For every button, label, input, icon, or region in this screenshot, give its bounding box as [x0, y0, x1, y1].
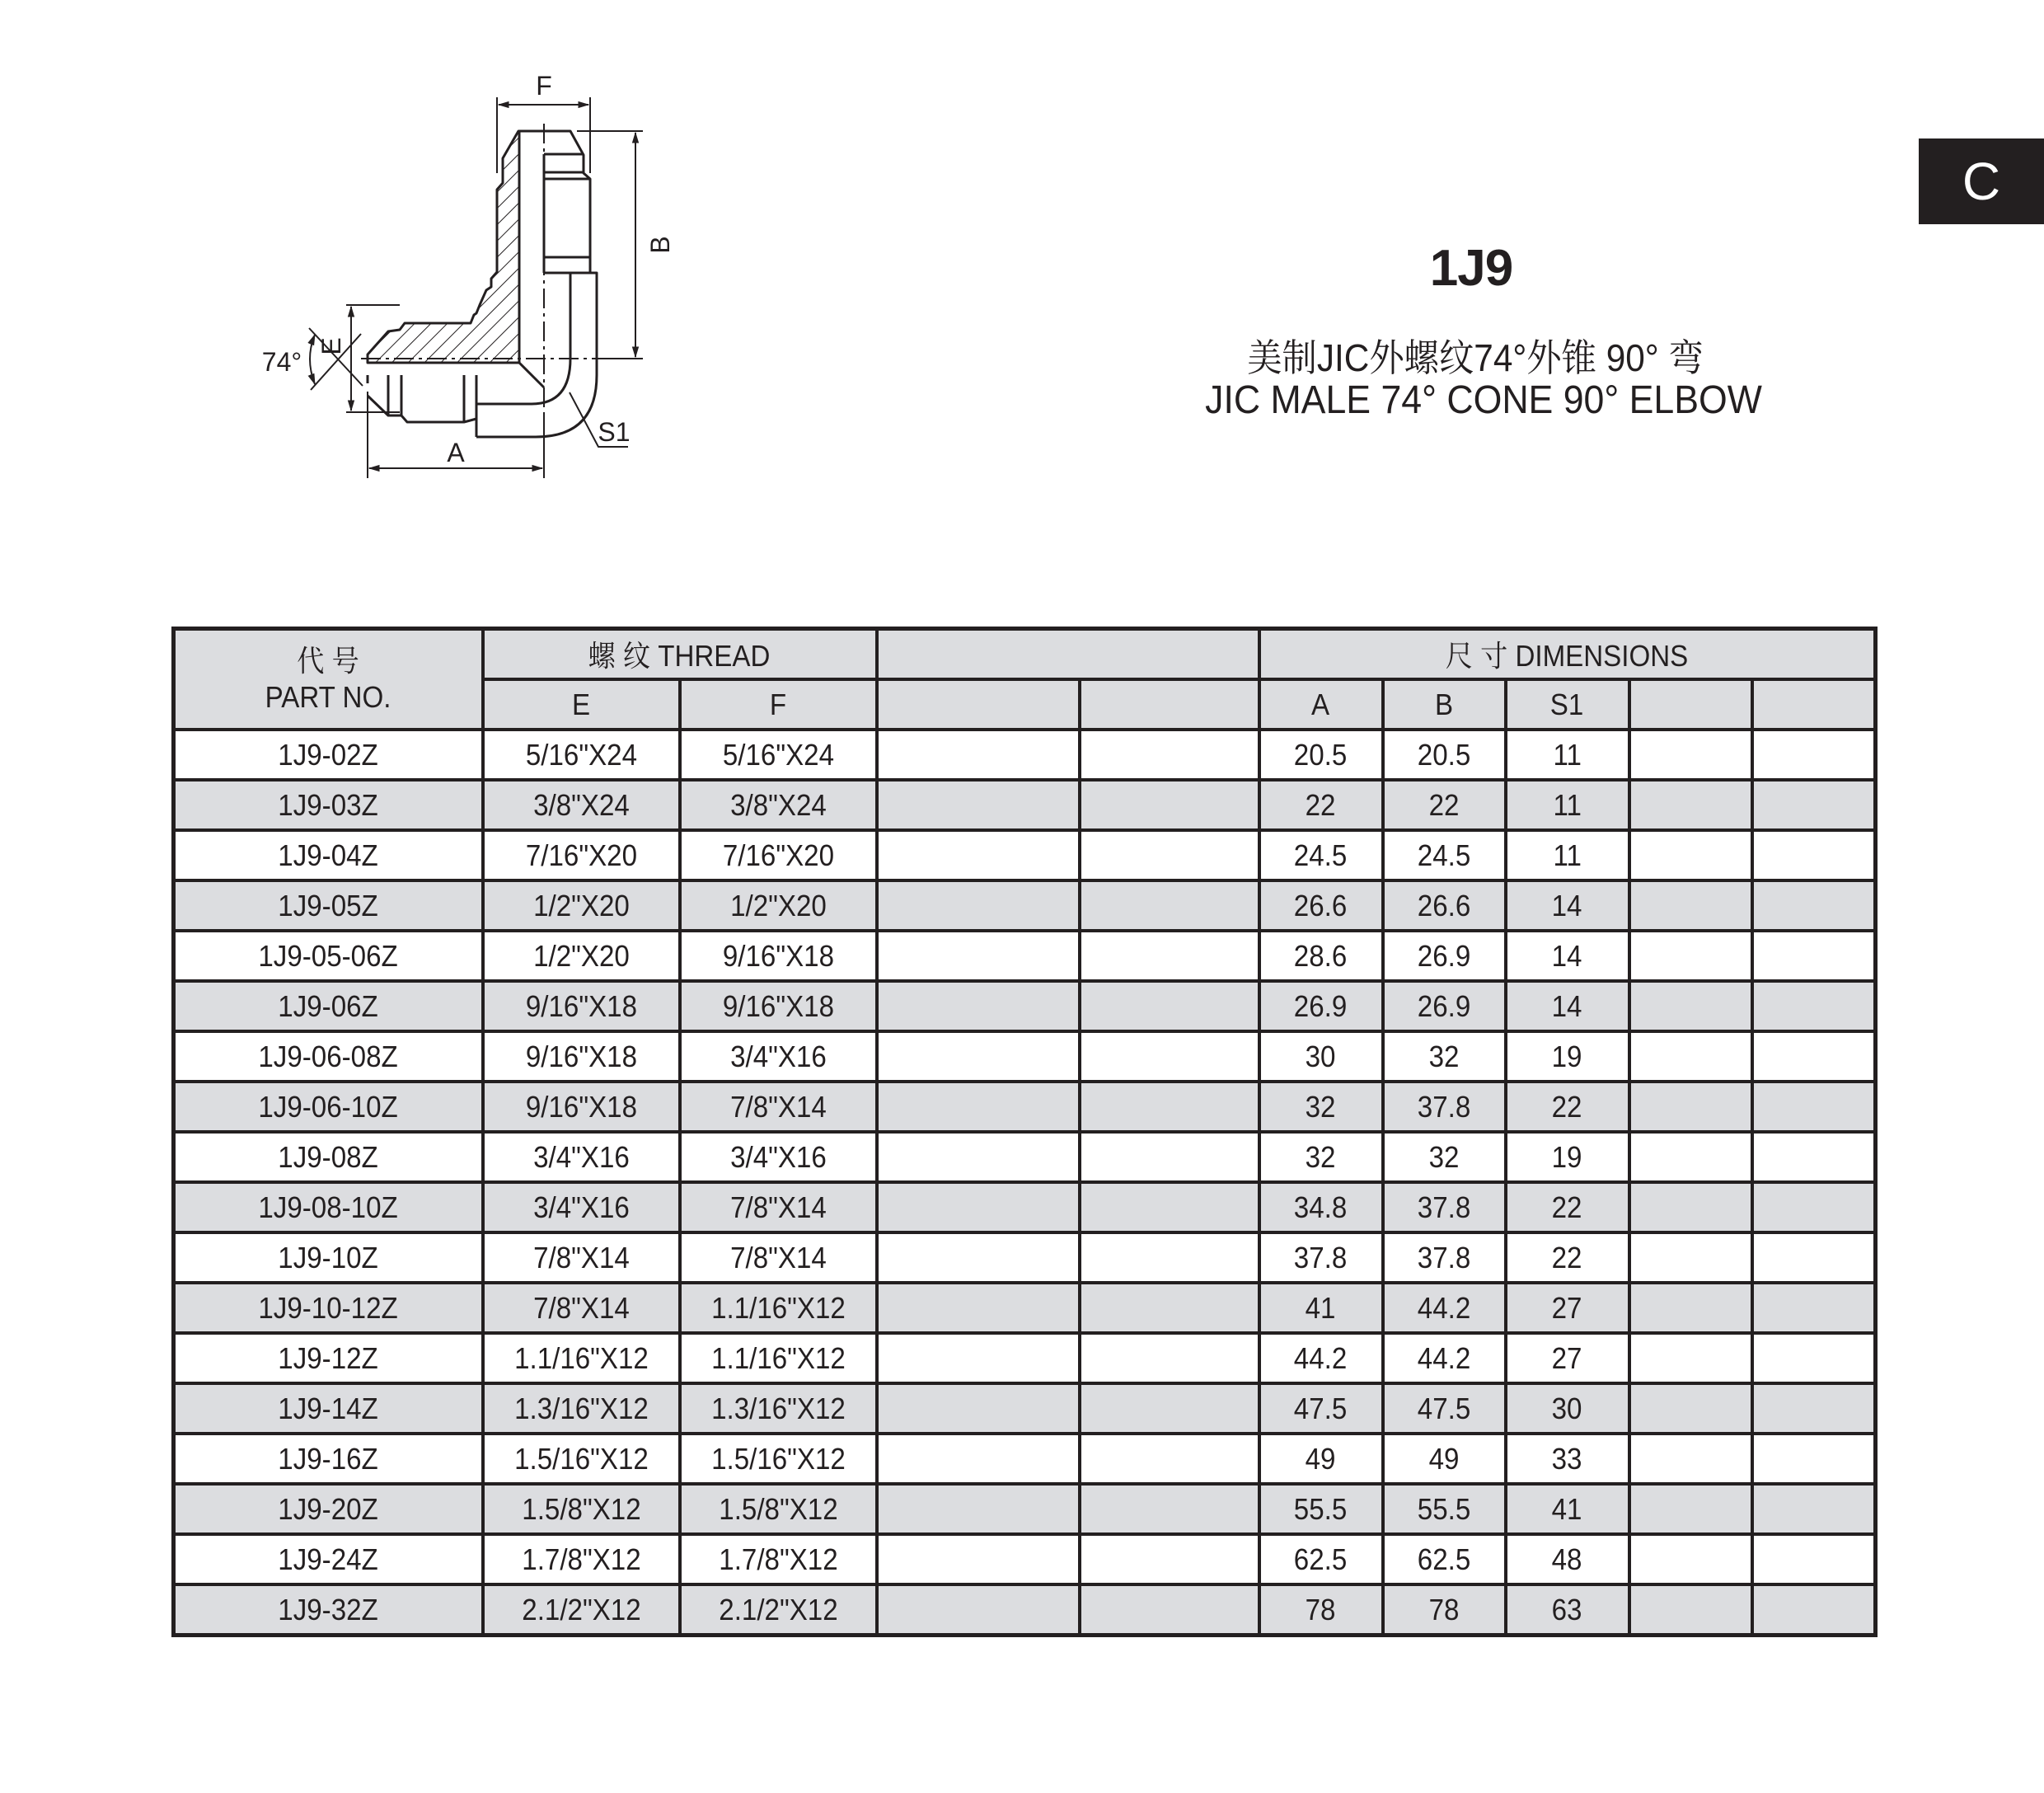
cell-dim-a: 47.5: [1259, 1383, 1383, 1434]
cell-blank: [1629, 730, 1752, 780]
cell-part-no: 1J9-10-12Z: [174, 1283, 483, 1333]
section-tab-c: [1919, 138, 2044, 224]
cell-blank: [1080, 730, 1259, 780]
cell-dim-s1: 11: [1506, 730, 1629, 780]
cell-blank: [1752, 1031, 1876, 1082]
header-b: B: [1383, 679, 1506, 730]
cell-thread-e: 1.1/16"X12: [483, 1333, 680, 1383]
cell-blank: [877, 1333, 1080, 1383]
cell-blank: [1080, 1182, 1259, 1232]
cell-blank: [1752, 1333, 1876, 1383]
cell-blank: [1629, 1182, 1752, 1232]
cell-blank: [877, 931, 1080, 981]
cell-dim-b: 37.8: [1383, 1182, 1506, 1232]
cell-blank: [1752, 1232, 1876, 1283]
cell-dim-a: 49: [1259, 1434, 1383, 1484]
cell-dim-a: 20.5: [1259, 730, 1383, 780]
cell-blank: [1080, 780, 1259, 830]
table-row: [174, 780, 1876, 830]
cell-part-no: 1J9-06Z: [174, 981, 483, 1031]
cell-thread-f: 1.5/8"X12: [680, 1484, 877, 1534]
cell-blank: [1629, 1434, 1752, 1484]
cell-thread-f: 9/16"X18: [680, 981, 877, 1031]
cell-blank: [1629, 830, 1752, 880]
elbow-drawing-svg: [247, 66, 907, 577]
cell-blank: [1080, 1584, 1259, 1636]
cell-dim-b: 24.5: [1383, 830, 1506, 880]
table-row: [174, 1333, 1876, 1383]
cell-part-no: 1J9-05-06Z: [174, 931, 483, 981]
cell-thread-f: 9/16"X18: [680, 931, 877, 981]
cell-part-no: 1J9-08-10Z: [174, 1182, 483, 1232]
header-f: F: [680, 679, 877, 730]
cell-blank: [877, 730, 1080, 780]
cell-dim-b: 47.5: [1383, 1383, 1506, 1434]
cell-blank: [877, 1283, 1080, 1333]
cell-part-no: 1J9-10Z: [174, 1232, 483, 1283]
cell-blank: [1752, 981, 1876, 1031]
cell-dim-b: 22: [1383, 780, 1506, 830]
cell-dim-a: 41: [1259, 1283, 1383, 1333]
table-row: [174, 1283, 1876, 1333]
cell-thread-f: 7/8"X14: [680, 1232, 877, 1283]
cell-blank: [1629, 1283, 1752, 1333]
cell-blank: [877, 880, 1080, 931]
cell-blank: [1752, 1584, 1876, 1636]
cell-blank: [877, 1584, 1080, 1636]
cell-blank: [1752, 830, 1876, 880]
cell-dim-s1: 22: [1506, 1082, 1629, 1132]
cell-dim-s1: 63: [1506, 1584, 1629, 1636]
table-row: [174, 1484, 1876, 1534]
cell-part-no: 1J9-24Z: [174, 1534, 483, 1584]
table-row: [174, 1132, 1876, 1182]
cell-dim-b: 44.2: [1383, 1283, 1506, 1333]
cell-thread-e: 9/16"X18: [483, 1082, 680, 1132]
cell-blank: [1629, 880, 1752, 931]
cell-part-no: 1J9-08Z: [174, 1132, 483, 1182]
cell-dim-s1: 30: [1506, 1383, 1629, 1434]
cell-blank: [877, 830, 1080, 880]
cell-blank: [1080, 1132, 1259, 1182]
product-code: 1J9: [1429, 240, 1513, 297]
cell-blank: [1080, 1283, 1259, 1333]
cell-blank: [1080, 931, 1259, 981]
cell-dim-b: 78: [1383, 1584, 1506, 1636]
cell-blank: [1080, 1484, 1259, 1534]
cell-blank: [1629, 1082, 1752, 1132]
cell-dim-b: 37.8: [1383, 1232, 1506, 1283]
section-tab-label: C: [1962, 152, 2001, 211]
cell-blank: [1080, 1383, 1259, 1434]
cell-dim-s1: 11: [1506, 830, 1629, 880]
cell-dim-s1: 19: [1506, 1132, 1629, 1182]
cell-thread-f: 2.1/2"X12: [680, 1584, 877, 1636]
cell-dim-b: 44.2: [1383, 1333, 1506, 1383]
table-row: [174, 1383, 1876, 1434]
cell-dim-b: 26.6: [1383, 880, 1506, 931]
cell-dim-s1: 14: [1506, 931, 1629, 981]
table-row: [174, 1182, 1876, 1232]
cell-blank: [877, 780, 1080, 830]
cell-thread-e: 5/16"X24: [483, 730, 680, 780]
cell-dim-a: 22: [1259, 780, 1383, 830]
cell-dim-a: 26.9: [1259, 981, 1383, 1031]
cell-dim-b: 32: [1383, 1132, 1506, 1182]
cell-thread-f: 1.7/8"X12: [680, 1534, 877, 1584]
header-a: A: [1259, 679, 1383, 730]
table-body: [174, 730, 1876, 1636]
cell-blank: [1080, 981, 1259, 1031]
cell-part-no: 1J9-06-08Z: [174, 1031, 483, 1082]
cell-thread-e: 1/2"X20: [483, 931, 680, 981]
cell-dim-s1: 22: [1506, 1232, 1629, 1283]
cell-thread-e: 9/16"X18: [483, 1031, 680, 1082]
cell-dim-a: 55.5: [1259, 1484, 1383, 1534]
cell-thread-f: 3/4"X16: [680, 1132, 877, 1182]
cell-blank: [1752, 780, 1876, 830]
header-blank-3: [1080, 679, 1259, 730]
cell-part-no: 1J9-12Z: [174, 1333, 483, 1383]
table-row: [174, 1584, 1876, 1636]
cell-part-no: 1J9-14Z: [174, 1383, 483, 1434]
cell-dim-b: 62.5: [1383, 1534, 1506, 1584]
table-row: [174, 1434, 1876, 1484]
cell-dim-s1: 11: [1506, 780, 1629, 830]
cell-blank: [1629, 1031, 1752, 1082]
cell-dim-a: 78: [1259, 1584, 1383, 1636]
cell-blank: [1752, 1484, 1876, 1534]
label-e: E: [316, 337, 346, 355]
cell-dim-a: 62.5: [1259, 1534, 1383, 1584]
cell-thread-e: 3/8"X24: [483, 780, 680, 830]
cell-blank: [1752, 1283, 1876, 1333]
cell-blank: [1629, 1484, 1752, 1534]
cell-dim-s1: 22: [1506, 1182, 1629, 1232]
cell-dim-b: 26.9: [1383, 981, 1506, 1031]
cell-dim-a: 44.2: [1259, 1333, 1383, 1383]
cell-blank: [1629, 1132, 1752, 1182]
label-f: F: [536, 71, 552, 101]
header-e: E: [483, 679, 680, 730]
cell-thread-f: 1.1/16"X12: [680, 1283, 877, 1333]
table-row: [174, 1082, 1876, 1132]
cell-blank: [1080, 1031, 1259, 1082]
cell-blank: [1752, 1534, 1876, 1584]
cell-blank: [1752, 1132, 1876, 1182]
header-blank-2: [877, 679, 1080, 730]
cell-dim-a: 26.6: [1259, 880, 1383, 931]
cell-thread-f: 7/8"X14: [680, 1082, 877, 1132]
table-row: [174, 730, 1876, 780]
header-thread: 螺 纹 THREAD: [483, 629, 877, 680]
cell-dim-b: 20.5: [1383, 730, 1506, 780]
cell-blank: [1080, 1232, 1259, 1283]
cell-blank: [1080, 1333, 1259, 1383]
cell-blank: [877, 1534, 1080, 1584]
cell-blank: [1629, 1232, 1752, 1283]
table-row: [174, 1232, 1876, 1283]
cell-thread-e: 7/8"X14: [483, 1283, 680, 1333]
table-row: [174, 931, 1876, 981]
cell-dim-b: 26.9: [1383, 931, 1506, 981]
cell-dim-b: 55.5: [1383, 1484, 1506, 1534]
cell-blank: [1629, 1534, 1752, 1584]
cell-blank: [1752, 1182, 1876, 1232]
cell-blank: [1080, 880, 1259, 931]
cell-part-no: 1J9-20Z: [174, 1484, 483, 1534]
cell-blank: [877, 1434, 1080, 1484]
cell-dim-s1: 48: [1506, 1534, 1629, 1584]
cell-blank: [1629, 1383, 1752, 1434]
cell-thread-f: 1/2"X20: [680, 880, 877, 931]
table-row: [174, 1534, 1876, 1584]
cell-part-no: 1J9-05Z: [174, 880, 483, 931]
cell-dim-b: 37.8: [1383, 1082, 1506, 1132]
table-row: [174, 830, 1876, 880]
cell-thread-f: 1.5/16"X12: [680, 1434, 877, 1484]
cell-dim-a: 28.6: [1259, 931, 1383, 981]
cell-dim-s1: 27: [1506, 1283, 1629, 1333]
cell-blank: [1752, 730, 1876, 780]
cell-thread-e: 3/4"X16: [483, 1182, 680, 1232]
cell-blank: [1629, 931, 1752, 981]
cell-thread-e: 1.3/16"X12: [483, 1383, 680, 1434]
cell-dim-s1: 19: [1506, 1031, 1629, 1082]
cell-blank: [1080, 830, 1259, 880]
header-blank-1: [877, 629, 1259, 680]
cell-part-no: 1J9-32Z: [174, 1584, 483, 1636]
cell-blank: [1629, 981, 1752, 1031]
cell-blank: [1752, 880, 1876, 931]
cell-blank: [1080, 1534, 1259, 1584]
table-row: [174, 1031, 1876, 1082]
header-blank-4: [1629, 679, 1752, 730]
cell-blank: [877, 1031, 1080, 1082]
cell-blank: [1629, 1584, 1752, 1636]
cell-thread-f: 1.3/16"X12: [680, 1383, 877, 1434]
label-angle: 74°: [261, 347, 302, 377]
cell-dim-s1: 41: [1506, 1484, 1629, 1534]
cell-thread-e: 7/16"X20: [483, 830, 680, 880]
cell-part-no: 1J9-16Z: [174, 1434, 483, 1484]
header-s1: S1: [1506, 679, 1629, 730]
cell-dim-s1: 14: [1506, 981, 1629, 1031]
cell-blank: [877, 1232, 1080, 1283]
product-title-cn: 美制JIC外螺纹74°外锥 90° 弯: [1247, 336, 1704, 379]
cell-blank: [877, 1182, 1080, 1232]
cell-dim-s1: 33: [1506, 1434, 1629, 1484]
label-s1: S1: [598, 417, 631, 447]
cell-dim-a: 37.8: [1259, 1232, 1383, 1283]
header-part-no: [174, 629, 483, 730]
cell-thread-e: 1.5/16"X12: [483, 1434, 680, 1484]
table-row: [174, 981, 1876, 1031]
cell-thread-e: 3/4"X16: [483, 1132, 680, 1182]
product-title-en: JIC MALE 74° CONE 90° ELBOW: [1205, 378, 1762, 422]
cell-blank: [877, 1132, 1080, 1182]
label-b: B: [645, 236, 675, 254]
cell-thread-e: 2.1/2"X12: [483, 1584, 680, 1636]
cell-thread-f: 7/8"X14: [680, 1182, 877, 1232]
cell-blank: [877, 1484, 1080, 1534]
cell-thread-f: 5/16"X24: [680, 730, 877, 780]
specification-table: [171, 627, 1878, 1637]
cell-thread-e: 7/8"X14: [483, 1232, 680, 1283]
cell-dim-a: 24.5: [1259, 830, 1383, 880]
cell-blank: [1080, 1082, 1259, 1132]
label-a: A: [447, 438, 465, 467]
cell-dim-s1: 27: [1506, 1333, 1629, 1383]
header-part-no-cn: 代 号: [297, 644, 359, 678]
cell-blank: [1752, 1434, 1876, 1484]
cell-dim-a: 30: [1259, 1031, 1383, 1082]
cell-thread-f: 1.1/16"X12: [680, 1333, 877, 1383]
cell-blank: [1629, 1333, 1752, 1383]
cell-blank: [877, 1082, 1080, 1132]
elbow-technical-drawing: [247, 66, 907, 577]
cell-thread-e: 9/16"X18: [483, 981, 680, 1031]
cell-blank: [1080, 1434, 1259, 1484]
header-row-1: [174, 629, 1876, 680]
cell-blank: [1629, 780, 1752, 830]
cell-dim-b: 32: [1383, 1031, 1506, 1082]
header-dimensions: 尺 寸 DIMENSIONS: [1259, 629, 1876, 680]
cell-part-no: 1J9-04Z: [174, 830, 483, 880]
table-row: [174, 880, 1876, 931]
cell-part-no: 1J9-03Z: [174, 780, 483, 830]
cell-thread-f: 3/8"X24: [680, 780, 877, 830]
cell-part-no: 1J9-06-10Z: [174, 1082, 483, 1132]
cell-blank: [877, 981, 1080, 1031]
cell-dim-a: 32: [1259, 1132, 1383, 1182]
header-blank-5: [1752, 679, 1876, 730]
cell-thread-f: 7/16"X20: [680, 830, 877, 880]
cell-thread-f: 3/4"X16: [680, 1031, 877, 1082]
cell-thread-e: 1.7/8"X12: [483, 1534, 680, 1584]
header-part-no-en: PART NO.: [265, 680, 391, 714]
cell-blank: [1752, 1082, 1876, 1132]
cell-dim-a: 34.8: [1259, 1182, 1383, 1232]
cell-part-no: 1J9-02Z: [174, 730, 483, 780]
cell-dim-b: 49: [1383, 1434, 1506, 1484]
cell-dim-a: 32: [1259, 1082, 1383, 1132]
cell-dim-s1: 14: [1506, 880, 1629, 931]
cell-blank: [1752, 1383, 1876, 1434]
cell-blank: [1752, 931, 1876, 981]
cell-thread-e: 1/2"X20: [483, 880, 680, 931]
cell-thread-e: 1.5/8"X12: [483, 1484, 680, 1534]
cell-blank: [877, 1383, 1080, 1434]
